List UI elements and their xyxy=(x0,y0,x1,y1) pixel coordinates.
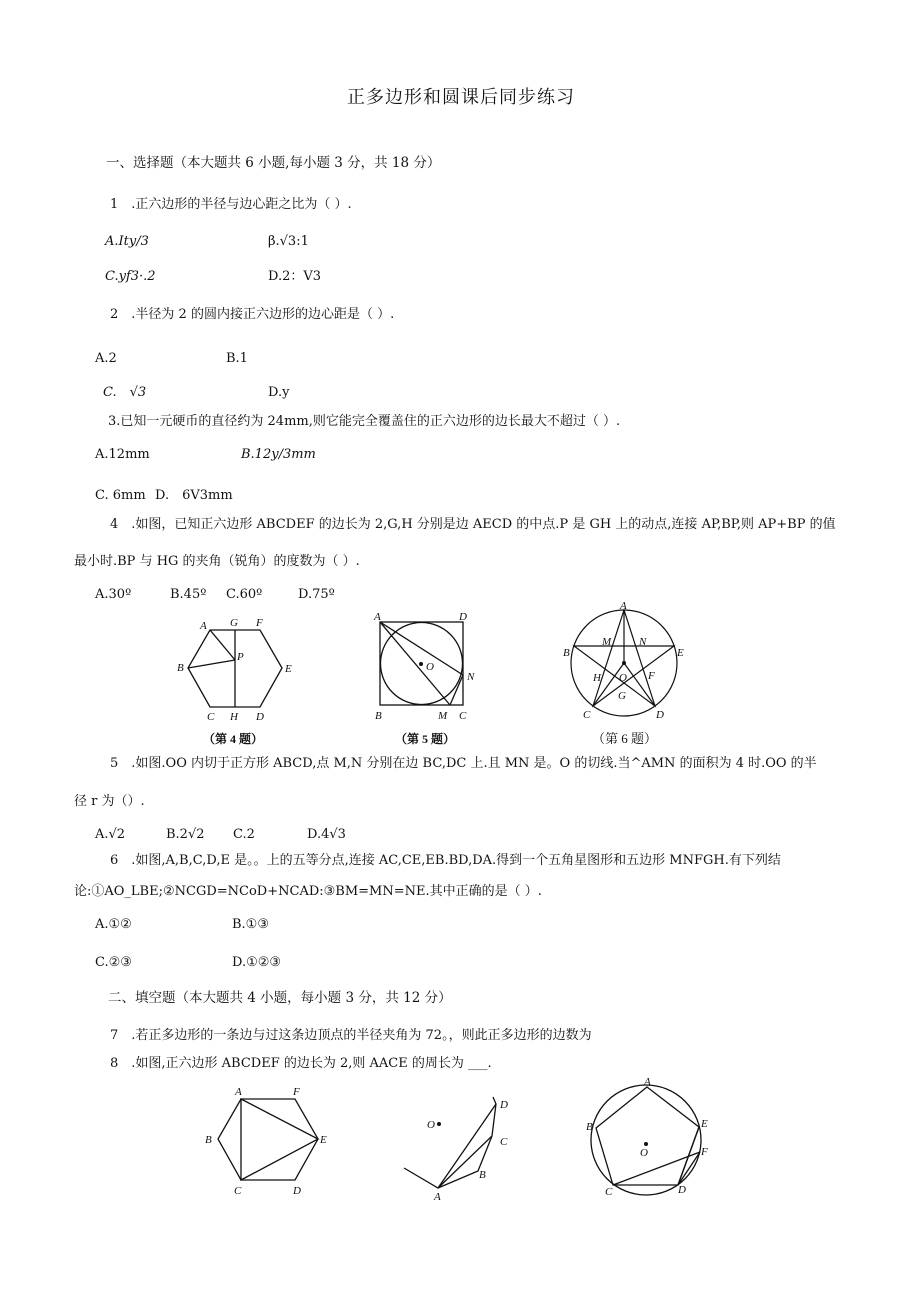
q4-stem-line2: 最小时.BP 与 HG 的夹角（锐角）的度数为（ ）. xyxy=(74,554,360,569)
q6-option-d: D.①②③ xyxy=(232,955,282,970)
fig8b-label-c: C xyxy=(500,1136,508,1148)
fig6-label-n: N xyxy=(639,636,647,648)
fig8c-label-f: F xyxy=(701,1146,708,1158)
q2-option-b: B.1 xyxy=(226,351,248,366)
fig5-label-b: B xyxy=(375,710,382,722)
figure-4-hexagon xyxy=(170,612,310,752)
fig4-caption: （第 4 题） xyxy=(203,732,264,746)
q1-option-a: A.Ity/3 xyxy=(105,234,149,249)
fig6-label-d: D xyxy=(656,709,664,721)
q5-stem-line1: 5 .如图.OO 内切于正方形 ABCD,点 M,N 分别在边 BC,DC 上.且 MN 是。O 的切线.当^AMN 的面积为 4 时.OO 的半 xyxy=(110,756,817,771)
fig4-label-d: D xyxy=(256,711,264,723)
fig4-label-a: A xyxy=(200,620,207,632)
q2-option-d: D.y xyxy=(268,385,290,400)
q3-option-d: D. 6V3mm xyxy=(155,488,233,503)
q1-option-b: β.√3:1 xyxy=(268,234,309,249)
q5-stem-line2: 径 r 为（）. xyxy=(74,794,145,809)
fig6-label-a: A xyxy=(620,600,627,612)
fig5-label-a: A xyxy=(374,611,381,623)
fig6-label-m: M xyxy=(602,636,612,648)
figure-8c-pentagon-circle xyxy=(580,1072,720,1202)
fig6-label-e: E xyxy=(677,647,684,659)
fig8b-label-o: O xyxy=(427,1119,435,1131)
fig8a-label-f: F xyxy=(293,1086,300,1098)
fig6-label-f: F xyxy=(648,670,655,682)
section2-header: 二、填空题（本大题共 4 小题，每小题 3 分，共 12 分） xyxy=(108,990,452,1006)
fig6-label-o: O xyxy=(619,672,627,684)
fig6-label-g: G xyxy=(618,690,626,702)
fig4-label-e: E xyxy=(285,663,292,675)
fig8a-label-d: D xyxy=(293,1185,301,1197)
fig8c-label-d: D xyxy=(678,1184,686,1196)
fig8c-label-a: A xyxy=(644,1076,651,1088)
figure-8b-partial-polygon xyxy=(396,1090,526,1202)
q4-option-b: B.45º xyxy=(170,587,207,602)
q2-option-a: A.2 xyxy=(95,351,117,366)
q5-option-c: C.2 xyxy=(233,827,255,842)
fig5-label-n: N xyxy=(467,671,475,683)
q6-option-c: C.②③ xyxy=(95,955,132,970)
section1-header: 一、选择题（本大题共 6 小题,每小题 3 分，共 18 分） xyxy=(106,155,441,171)
fig8a-label-b: B xyxy=(205,1134,212,1146)
fig5-label-o: O xyxy=(426,661,434,673)
q6-stem-line2: 论:①AO_LBE;②NCGD=NCoD+NCAD:③BM=MN=NE.其中正确的是（ ）. xyxy=(74,884,542,899)
q6-option-a: A.①② xyxy=(95,917,132,932)
q3-stem: 3.已知一元硬币的直径约为 24mm,则它能完全覆盖住的正六边形的边长最大不超过（ ）. xyxy=(108,414,621,429)
fig4-label-p: P xyxy=(237,651,244,663)
fig8a-label-c: C xyxy=(234,1185,242,1197)
fig6-label-h: H xyxy=(593,672,601,684)
q7-stem: 7 .若正多边形的一条边与过这条边顶点的半径夹角为 72。，则此正多边形的边数为 xyxy=(110,1028,592,1043)
figure-5-square-circle xyxy=(370,608,500,752)
q4-stem-line1: 4 .如图，已知正六边形 ABCDEF 的边长为 2,G,H 分别是边 AECD 的中点.P 是 GH 上的动点,连接 AP,BP,则 AP+BP 的值 xyxy=(110,517,836,532)
fig6-label-b: B xyxy=(563,647,570,659)
fig4-label-g: G xyxy=(230,617,238,629)
q1-option-d: D.2：V3 xyxy=(268,269,322,284)
fig8c-label-o: O xyxy=(640,1147,648,1159)
fig8b-label-d: D xyxy=(500,1099,508,1111)
fig8c-label-e: E xyxy=(701,1118,708,1130)
q5-option-b: B.2√2 xyxy=(166,827,205,842)
fig8b-label-a: A xyxy=(434,1191,441,1203)
fig8c-label-c: C xyxy=(605,1186,613,1198)
fig8c-label-b: B xyxy=(586,1121,593,1133)
fig6-center-dot xyxy=(622,661,626,665)
q6-option-b: B.①③ xyxy=(232,917,269,932)
q3-option-b: B.12y/3mm xyxy=(241,447,316,462)
fig4-label-h: H xyxy=(230,711,238,723)
fig8a-label-e: E xyxy=(320,1134,327,1146)
fig8a-label-a: A xyxy=(235,1086,242,1098)
q6-stem-line1: 6 .如图,A,B,C,D,E 是。。上的五等分点,连接 AC,CE,EB.BD,DA.得到一个五角星图形和五边形 MNFGH.有下列结 xyxy=(110,853,781,868)
q4-option-c: C.60º xyxy=(226,587,263,602)
fig5-center-dot xyxy=(419,662,423,666)
page-title: 正多边形和圆课后同步练习 xyxy=(347,87,575,108)
q2-stem: 2 .半径为 2 的圆内接正六边形的边心距是（ ）. xyxy=(110,307,395,322)
q4-option-a: A.30º xyxy=(95,587,132,602)
q5-option-a: A.√2 xyxy=(95,827,126,842)
fig4-label-c: C xyxy=(207,711,215,723)
figure-6-pentagram xyxy=(560,600,700,752)
q1-stem: 1 .正六边形的半径与边心距之比为（ ）. xyxy=(110,197,352,212)
fig6-label-c: C xyxy=(583,709,591,721)
q8-stem: 8 .如图,正六边形 ABCDEF 的边长为 2,则 AACE 的周长为 ___. xyxy=(110,1056,492,1071)
fig4-label-f: F xyxy=(256,617,263,629)
fig4-label-b: B xyxy=(177,662,184,674)
fig6-caption: （第 6 题） xyxy=(592,731,658,746)
q3-option-c: C. 6mm xyxy=(95,488,146,503)
q1-option-c: C.yf3·.2 xyxy=(105,269,156,284)
q3-option-a: A.12mm xyxy=(95,447,150,462)
fig8b-label-b: B xyxy=(479,1169,486,1181)
figure-8a-hexagon-triangle xyxy=(198,1082,338,1200)
fig5-caption: （第 5 题） xyxy=(395,732,456,746)
fig5-label-m: M xyxy=(438,710,448,722)
fig8b-center-dot xyxy=(437,1122,441,1126)
q2-option-c: C. √3 xyxy=(103,385,147,400)
fig5-label-d: D xyxy=(459,611,467,623)
fig5-label-c: C xyxy=(459,710,467,722)
q5-option-d: D.4√3 xyxy=(307,827,346,842)
q4-option-d: D.75º xyxy=(298,587,335,602)
fig8c-center-dot xyxy=(644,1142,648,1146)
